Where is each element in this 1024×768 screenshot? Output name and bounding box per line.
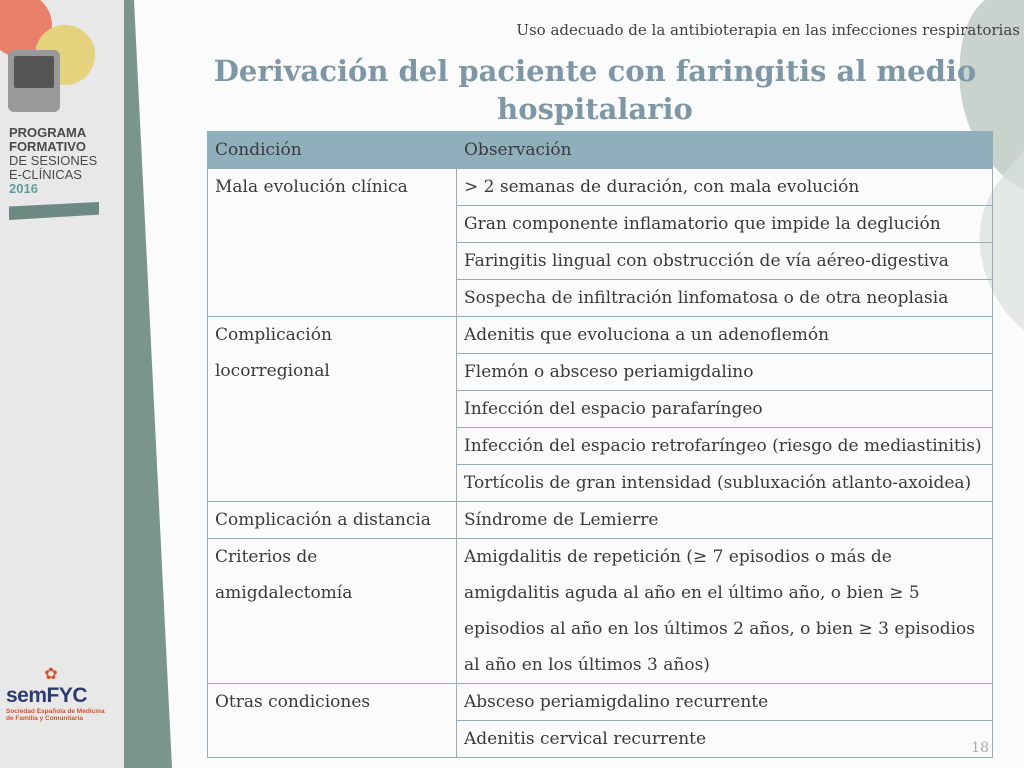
program-line: FORMATIVO [9,139,87,154]
column-header: Condición [208,132,457,169]
table-row [208,684,993,721]
observation-cell: Adenitis que evoluciona a un adenoflemón [457,317,993,354]
observation-cell: Flemón o absceso periamigdalino [457,354,993,391]
observation-cell: Infección del espacio parafaríngeo [457,391,993,428]
table-row [208,539,993,684]
observation-cell: Amigdalitis de repetición (≥ 7 episodios o más de amigdalitis aguda al año en el último año, o bien ≥ 5 episodios al año en los últimos 2 años, o bien ≥ 3 episodios al año en los últimos 3 años) [457,539,993,684]
observation-cell: Faringitis lingual con obstrucción de vía aéreo-digestiva [457,243,993,280]
observation-cell: Absceso periamigdalino recurrente [457,684,993,721]
condition-cell: Complicación a distancia [208,502,457,539]
observation-cell: > 2 semanas de duración, con mala evolución [457,169,993,206]
column-header: Observación [457,132,993,169]
condition-cell: Otras condiciones [208,684,457,758]
org-name: semFYC [6,684,88,707]
observation-cell: Gran componente inflamatorio que impide la deglución [457,206,993,243]
table-row [208,317,993,354]
referral-table [207,131,993,758]
program-line: DE SESIONES [9,153,98,168]
org-subtitle-line: de Familia y Comunitaria [6,715,83,722]
program-year: 2016 [9,181,38,196]
observation-cell: Tortícolis de gran intensidad (subluxación atlanto-axoidea) [457,465,993,502]
condition-cell: Criterios de amigdalectomía [208,539,457,684]
table-row [208,169,993,206]
tablet-icon [8,50,60,112]
table-row [208,502,993,539]
observation-cell: Infección del espacio retrofaríngeo (riesgo de mediastinitis) [457,428,993,465]
condition-cell: Complicación locorregional [208,317,457,502]
slide-title: Derivación del paciente con faringitis al medio hospitalario [213,54,977,126]
table-header-row [208,132,993,169]
program-line: PROGRAMA [9,125,87,140]
presentation-subtitle: Uso adecuado de la antibioterapia en las infecciones respiratorias [516,21,1020,39]
page-number: 18 [971,740,989,756]
condition-cell: Mala evolución clínica [208,169,457,317]
observation-cell: Síndrome de Lemierre [457,502,993,539]
org-subtitle-line: Sociedad Española de Medicina [6,708,105,715]
people-icon: ✿ [44,666,58,683]
observation-cell: Sospecha de infiltración linfomatosa o de otra neoplasia [457,280,993,317]
org-logo [6,664,116,722]
program-line: E-CLÍNICAS [9,167,82,182]
observation-cell: Adenitis cervical recurrente [457,721,993,758]
program-logo-text [9,126,97,196]
